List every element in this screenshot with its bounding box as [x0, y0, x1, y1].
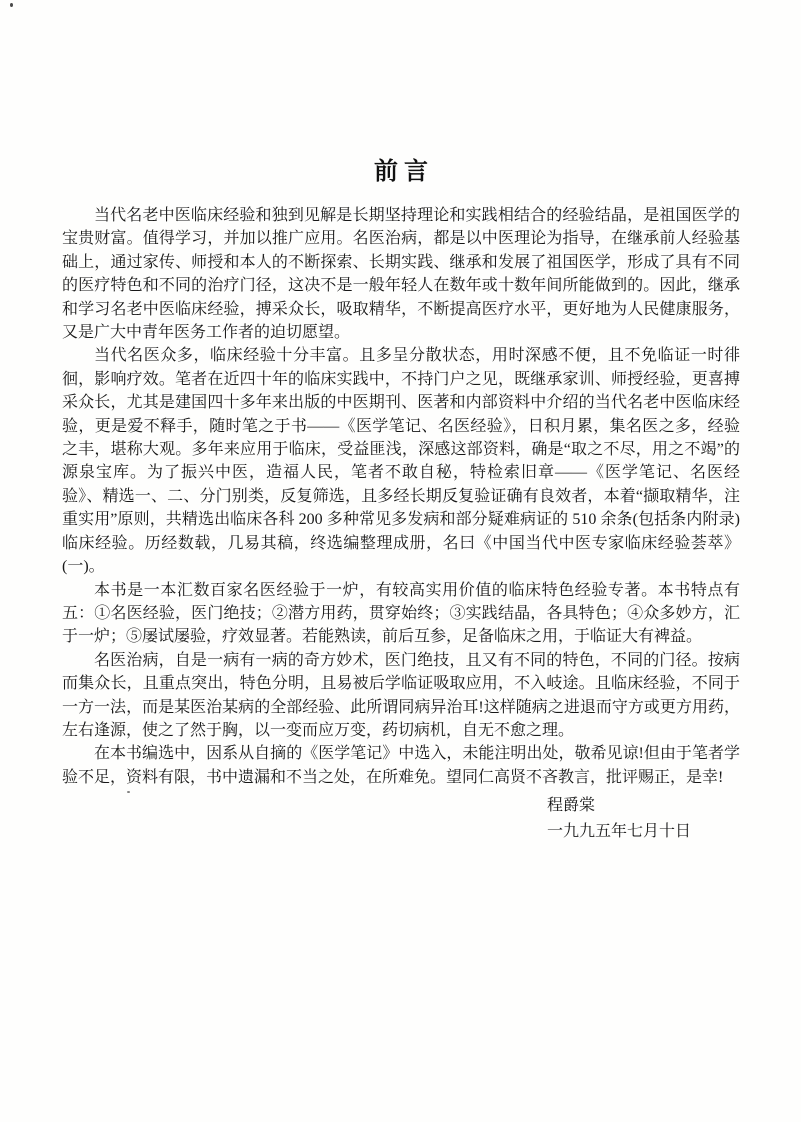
preface-content	[62, 160, 740, 845]
scan-speck	[10, 3, 13, 7]
preface-paragraph-1: 当代名老中医临床经验和独到见解是长期坚持理论和实践相结合的经验结晶，是祖国医学的宝贵财富。值得学习，并加以推广应用。名医治病，都是以中医理论为指导，在继承前人经验基础上，通过家传、师授和本人的不断探索、长期实践、继承和发展了祖国医学，形成了具有不同的医疗特色和不同的治疗门径，这决不是一般年轻人在数年或十数年间所能做到的。因此，继承和学习名老中医临床经验，搏采众长，吸取精华，不断提高医疗水平，更好地为人民健康服务，又是广大中青年医务工作者的迫切愿望。	[62, 207, 740, 342]
author-signature: 程爵棠	[547, 797, 596, 815]
preface-paragraph-5: 在本书编选中，因系从自摘的《医学笔记》中选入，未能注明出处，敬希见谅!但由于笔者学验不足，资料有限，书中遗漏和不当之处，在所难免。望同仁高贤不吝教言，批评赐正，是幸!	[62, 745, 740, 786]
page-title: 前 言	[374, 159, 428, 185]
preface-paragraph-2: 当代名医众多，临床经验十分丰富。且多呈分散状态，用时深感不便，且不免临证一时徘徊，影响疗效。笔者在近四十年的临床实践中，不持门户之见，既继承家训、师授经验，更喜搏采众长，尤其是建国四十多年来出版的中医期刊、医著和内部资料中介绍的当代名老中医临床经验，更是爱不释手，随时笔之于书——《医学笔记、名医经验》，日积月累，集名医之多，经验之丰，堪称大观。多年来应用于临床，受益匪浅，深感这部资料，确是“取之不尽，用之不竭”的源泉宝库。为了振兴中医，造福人民，笔者不敢自秘，特检索旧章——《医学笔记、名医经验》、精选一、二、分门别类，反复筛选，且多经长期反复验证确有良效者，本着“撷取精华，注重实用”原则，共精选出临床各科 200 多种常见多发病和部分疑难病证的 510 余条(包括条内附录)临床经验。历经数载，几易其稿，终选编整理成册，名曰《中国当代中医专家临床经验荟萃》(一)。	[62, 347, 740, 576]
date-line: 一九九五年七月十日	[547, 823, 692, 841]
signature-block	[547, 793, 740, 845]
preface-paragraph-3: 本书是一本汇数百家名医经验于一炉，有较高实用价值的临床特色经验专著。本书特点有五：①名医经验，医门绝技；②潜方用药，贯穿始终；③实践结晶，各具特色；④众多妙方，汇于一炉；⑤屡试屡验，疗效显著。若能熟读，前后互参，足备临床之用，于临证大有裨益。	[62, 581, 740, 646]
preface-paragraph-4: 名医治病，自是一病有一病的奇方妙术，医门绝技，且又有不同的特色，不同的门径。按病而集众长，且重点突出，特色分明，且易被后学临证吸取应用，不入岐途。且临床经验，不同于一方一法，而是某医治某病的全部经验、此所谓同病异治耳!这样随病之进退而守方或更方用药，左右逢源，使之了然于胸，以一变而应万变，药切病机，自无不愈之理。	[62, 651, 740, 739]
